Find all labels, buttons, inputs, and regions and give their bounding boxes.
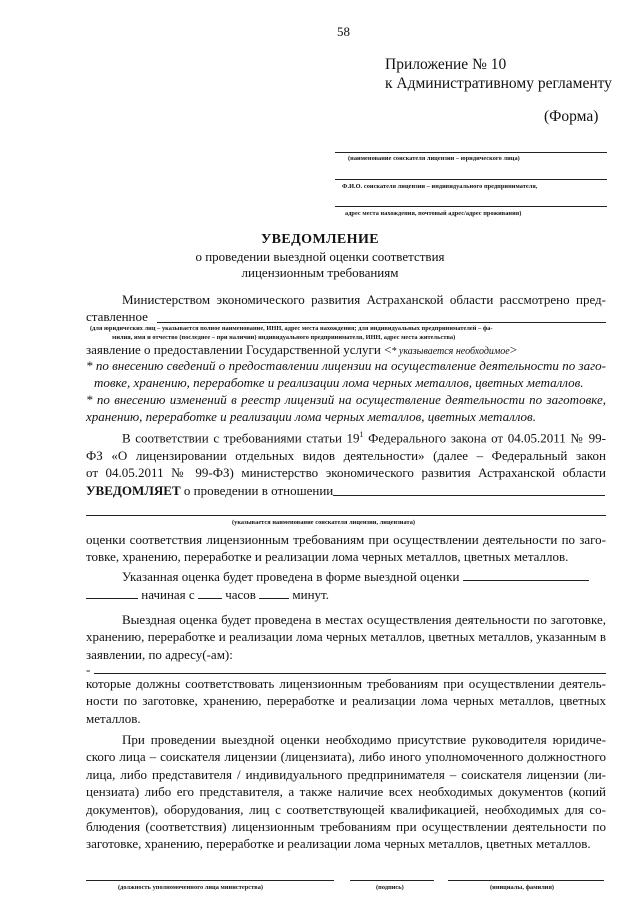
text-line: ФЗ «О лицензировании отдельных видов деятельности» (далее – Федеральный закон xyxy=(86,447,606,463)
paragraph-assessment-scope xyxy=(86,531,606,566)
text-line: Министерством экономического развития Астраханской области рассмотрено пред- xyxy=(122,292,606,307)
text-line: хранению, переработке и реализации лома черных металлов, цветных металлов, указанным в xyxy=(86,629,606,645)
paragraph-presence xyxy=(86,731,606,853)
text-line: хранению, переработке и реализации лома черных металлов, цветных металлов. xyxy=(86,409,536,425)
appendix-regulation: к Административному регламенту xyxy=(385,75,612,92)
text-segment: часов xyxy=(225,587,256,602)
licensee-line-2 xyxy=(86,515,606,516)
text-line: лица, либо представителя / индивидуального предпринимателя – соискателя лицензии (ли- xyxy=(86,766,606,782)
name-line xyxy=(448,880,604,881)
option-hint: * указывается необходимое xyxy=(391,346,510,357)
text-line: > xyxy=(509,342,518,357)
option-new-license xyxy=(86,357,606,392)
application-line xyxy=(86,342,517,358)
assessment-date-blank xyxy=(463,568,589,581)
applicant-org-line xyxy=(335,152,607,153)
text-line: цензиата) либо его представителя, а также наличие всех необходимых документов (копий xyxy=(86,784,606,800)
text-line: металлов. xyxy=(86,710,141,726)
paragraph-location xyxy=(86,611,606,663)
text-line xyxy=(86,482,606,499)
text-line: блюдения (соответствия) лицензионным требованиям при осуществлении деятельности по xyxy=(86,819,606,835)
text-line: от 04.05.2011 № 99-ФЗ) министерство экономического развития Астраханской области xyxy=(86,465,606,481)
text-line: ставленное xyxy=(86,309,148,324)
start-time-line xyxy=(86,586,329,603)
text-line: заявлении, по адресу(-ам): xyxy=(86,646,233,662)
signature-line xyxy=(350,880,434,881)
submitted-by-caption-1: (для юридических лиц – указывается полное наименование, ИНН, адрес места нахождения; для индивидуальных предпринимателей – фа- xyxy=(90,325,493,332)
text-line: которые должны соответствовать лицензионным требованиям при осуществлении деятель- xyxy=(86,676,606,691)
text-line xyxy=(122,426,606,447)
minutes-blank xyxy=(259,586,289,599)
notice-subtitle-line2: лицензионным требованиям xyxy=(241,265,399,280)
applicant-org-caption: (наименование соискателя лицензии – юридического лица) xyxy=(348,155,520,162)
text-line: документов), оборудования, лиц с соответствующей квалификацией, необходимых для со- xyxy=(86,801,606,817)
text-line: * по внесению изменений в реестр лицензий на осуществление деятельности по заготовке, xyxy=(86,392,606,407)
hours-blank xyxy=(198,586,222,599)
paragraph-reviewed xyxy=(86,291,606,308)
appendix-number: Приложение № 10 xyxy=(385,56,507,73)
notice-title: УВЕДОМЛЕНИЕ xyxy=(261,232,379,247)
form-label: (Форма) xyxy=(544,108,599,125)
assessment-form-line xyxy=(122,568,589,585)
text-line: товке, хранению, переработке и реализации лома черных металлов, цветных металлов. xyxy=(86,549,569,565)
paragraph-notification xyxy=(86,426,606,499)
text-line: При проведении выездной оценки необходимо присутствие руководителя юридиче- xyxy=(122,732,606,747)
applicant-address-caption: адрес места нахождения, почтовый адрес/адрес проживания) xyxy=(345,210,522,217)
page-number: 58 xyxy=(337,24,350,39)
text-line: оценки соответствия лицензионным требованиям при осуществлении деятельности по заго- xyxy=(86,532,606,547)
address-bullet: - xyxy=(86,662,91,677)
applicant-address-line xyxy=(335,206,607,207)
text-line: Выездная оценка будет проведена в местах осуществления деятельности по заготовке, xyxy=(122,612,606,627)
text-segment: о проведении в отношении xyxy=(180,482,334,498)
text-segment: Указанная оценка будет проведена в форме выездной оценки xyxy=(122,569,460,584)
text-line: * по внесению сведений о предоставлении лицензии на осуществление деятельности по заго- xyxy=(86,358,606,373)
position-caption: (должность уполномоченного лица министерства) xyxy=(118,884,264,891)
submitted-by-caption-2: милия, имя и отчество (последнее – при наличии) индивидуального предпринимателя, ИНН, адрес места жительства) xyxy=(112,334,456,341)
applicant-fio-caption: Ф.И.О. соискателя лицензии – индивидуального предпринимателя, xyxy=(342,183,538,190)
position-line xyxy=(86,880,334,881)
text-line: товке, хранению, переработке и реализации лома черных металлов, цветных металлов. xyxy=(94,375,584,391)
superscript: 1 xyxy=(359,430,364,439)
text-line: заготовке, хранению, переработке и реализации лома черных металлов, цветных металлов. xyxy=(86,836,591,852)
start-date-blank xyxy=(86,586,138,599)
notifies-word: УВЕДОМЛЯЕТ xyxy=(86,482,181,498)
name-caption: (инициалы, фамилия) xyxy=(490,884,555,891)
text-segment: Федерального закона от 04.05.2011 № 99- xyxy=(363,430,606,446)
address-line xyxy=(94,673,606,674)
text-segment: минут. xyxy=(292,587,330,602)
text-line: ности по заготовке, хранению, переработке и реализации лома черных металлов, цветных xyxy=(86,693,606,709)
text-segment: начиная с xyxy=(141,587,195,602)
paragraph-requirements xyxy=(86,675,606,727)
option-registry-change xyxy=(86,391,606,426)
notice-subtitle-line1: о проведении выездной оценки соответствия xyxy=(195,249,445,264)
licensee-line-1 xyxy=(333,495,605,496)
submitted-by-line xyxy=(157,322,606,323)
text-line: ского лица – соискателя лицензии (лицензиата), либо иного уполномоченного должностного xyxy=(86,749,606,765)
applicant-fio-line xyxy=(335,179,607,180)
text-segment: В соответствии с требованиями статьи 19 xyxy=(122,430,360,446)
signature-caption: (подпись) xyxy=(376,884,404,891)
text-line: заявление о предоставлении Государственной услуги < xyxy=(86,342,392,357)
licensee-caption: (указывается наименование соискателя лицензии, лицензиата) xyxy=(232,519,416,526)
